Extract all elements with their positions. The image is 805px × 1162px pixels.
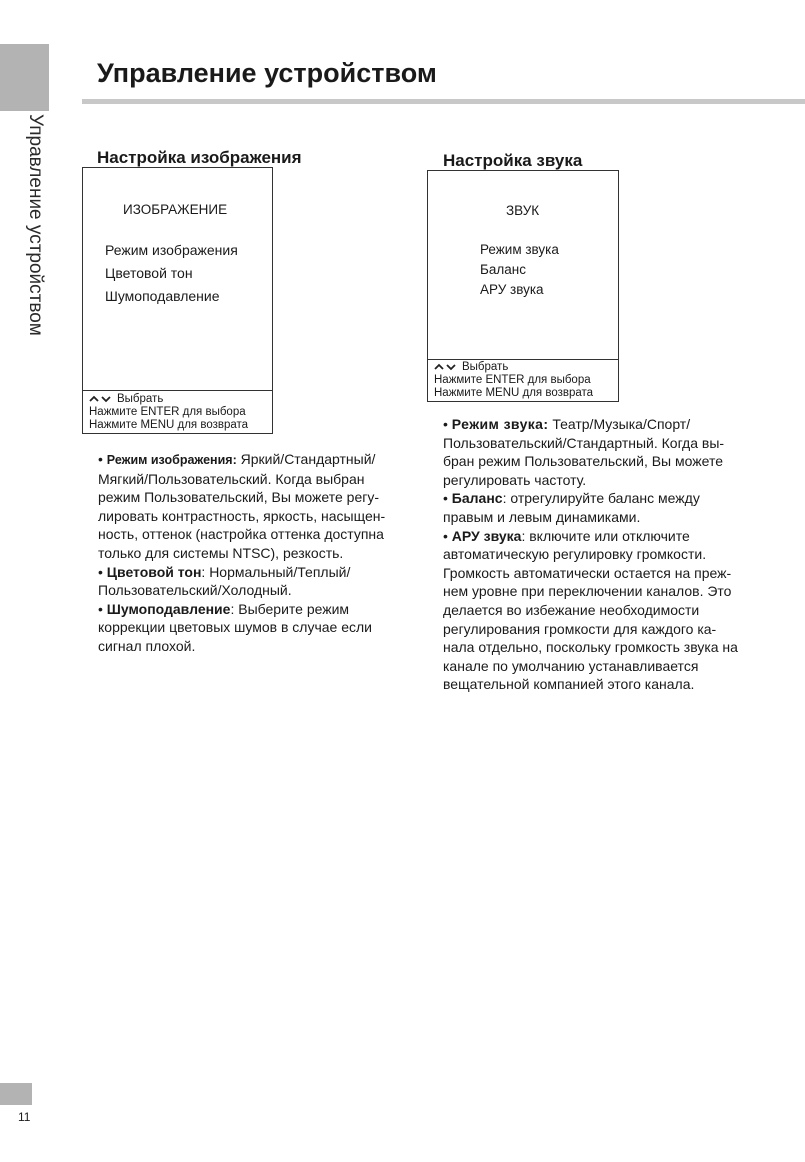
paragraph-avl: • АРУ звука: включите или отключите автоматическую регулировку громкости. Громкость автоматически остается на преж-нем уровне при переключении каналов. Это делается во избежание необходимости регулирования громкости для каждого ка-нала отдельно, поскольку громкость звука на канале по умолчанию устанавливается вещательной компанией этого канала.: [443, 527, 738, 693]
up-down-arrows-icon: [434, 362, 458, 372]
sound-menu-footer: [428, 359, 618, 403]
footer-menu-hint: Нажмите MENU для возврата: [89, 419, 249, 431]
picture-menu-footer: [83, 390, 272, 435]
term-sound-mode: Режим звука:: [451, 416, 549, 432]
paragraph-noise-reduction: • Шумоподавление: Выберите режим коррекции цветовых шумов в случае если сигнал плохой.: [98, 600, 372, 654]
page-number-tab: [0, 1083, 32, 1105]
term-balance: Баланс: [451, 490, 503, 507]
side-label: [24, 114, 50, 354]
picture-menu-title: ИЗОБРАЖЕНИЕ: [123, 202, 228, 217]
picture-description: [82, 450, 402, 656]
term-noise-reduction: Шумоподавление: [106, 600, 231, 617]
paragraph-picture-mode: • Режим изображения: Яркий/Стандартный/ Мягкий/Пользовательский. Когда выбран режим Пользовательский, Вы можете регу-лировать контрастность, яркость, насыщен-ность, оттенок (настройка оттенка доступна только для системы NTSC), резкость.: [98, 451, 386, 561]
picture-settings-heading: Настройка изображения: [97, 148, 302, 167]
paragraph-sound-mode: • Режим звука: Театр/Музыка/Спорт/ Пользовательский/Стандартный. Когда вы-бран режим Пользовательский, Вы можете регулировать частоту.: [443, 416, 725, 488]
text-avl: : включите или отключите автоматическую регулировку громкости. Громкость автоматически остается на преж-нем уровне при переключении каналов. Это делается во избежание необходимости регулирования громкости для каждого ка-нала отдельно, поскольку громкость звука на канале по умолчанию устанавливается вещательной компанией этого канала.: [443, 527, 738, 693]
up-down-arrows-icon: [89, 394, 113, 404]
side-label-text: Управление устройством: [25, 114, 46, 336]
footer-enter-hint: Нажмите ENTER для выбора: [89, 406, 246, 418]
term-picture-mode: Режим изображения:: [106, 453, 237, 467]
term-color-tone: Цветовой тон: [106, 563, 202, 580]
text-noise-reduction: : Выберите режим коррекции цветовых шумов в случае если сигнал плохой.: [98, 600, 372, 654]
footer-select-label: Выбрать: [117, 393, 164, 405]
paragraph-color-tone: • Цветовой тон: Нормальный/Теплый/ Пользовательский/Холодный.: [98, 563, 351, 599]
sound-menu-item-balance[interactable]: Баланс: [480, 262, 526, 277]
picture-menu-item-mode[interactable]: Режим изображения: [105, 242, 238, 258]
page-title: Управление устройством: [97, 58, 437, 88]
paragraph-balance: • Баланс: отрегулируйте баланс между правым и левым динамиками.: [443, 490, 700, 525]
text-balance: : отрегулируйте баланс между правым и левым динамиками.: [443, 490, 700, 525]
sound-menu-item-avl[interactable]: АРУ звука: [480, 282, 544, 297]
picture-menu-item-noise[interactable]: Шумоподавление: [105, 288, 220, 304]
sound-settings-heading: Настройка звука: [443, 151, 583, 170]
sound-menu-box: [427, 170, 619, 402]
text-sound-mode: Театр/Музыка/Спорт/ Пользовательский/Стандартный. Когда вы-бран режим Пользовательский, Вы можете регулировать частоту.: [443, 416, 725, 488]
sound-menu-title: ЗВУК: [506, 203, 540, 218]
sound-description: [427, 415, 747, 694]
footer-menu-hint: Нажмите MENU для возврата: [434, 387, 594, 399]
picture-menu-box: [82, 167, 273, 434]
text-color-tone: : Нормальный/Теплый/ Пользовательский/Холодный.: [98, 563, 351, 599]
text-picture-mode: Яркий/Стандартный/ Мягкий/Пользовательский. Когда выбран режим Пользовательский, Вы можете регу-лировать контрастность, яркость, насыщен-ность, оттенок (настройка оттенка доступна только для системы NTSC), резкость.: [98, 451, 386, 561]
page-number: 11: [18, 1110, 31, 1124]
footer-select-label: Выбрать: [462, 361, 509, 373]
footer-enter-hint: Нажмите ENTER для выбора: [434, 374, 591, 386]
picture-menu-item-tone[interactable]: Цветовой тон: [105, 265, 193, 281]
sound-menu-item-mode[interactable]: Режим звука: [480, 242, 559, 257]
title-divider: [82, 99, 805, 104]
side-tab: [0, 44, 49, 111]
footer-select-line: [434, 361, 508, 374]
term-avl: АРУ звука: [451, 527, 522, 544]
footer-select-line: [89, 393, 163, 406]
